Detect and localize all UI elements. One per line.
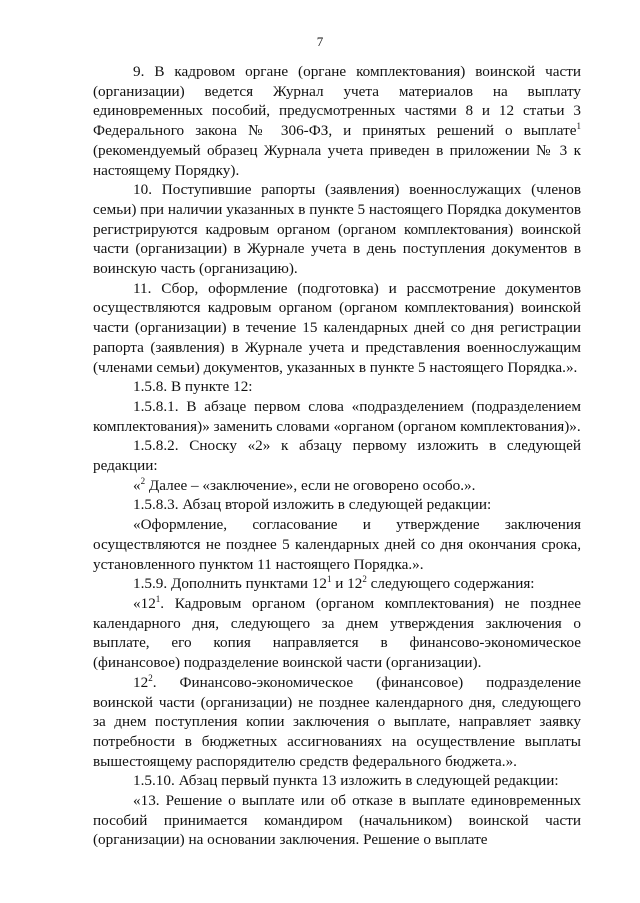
footnote-ref: 2 <box>148 672 153 683</box>
paragraph-1-5-8: 1.5.8. В пункте 12: <box>133 378 253 396</box>
paragraph-1-5-8-1: 1.5.8.1. В абзаце первом слова «подразделением (подразделением комплектования)» заменить словами «органом (органом комплектования)». <box>93 397 581 435</box>
footnote-ref: 2 <box>362 574 367 585</box>
paragraph-10: 10. Поступившие рапорты (заявления) военнослужащих (членов семьи) при наличии указанных в пункте 5 настоящего Порядка документов регистрируются кадровым органом (органом комплектования) воинской части (организации) в Журнале учета в день поступления документов в воинскую часть (организацию). <box>93 181 581 278</box>
paragraph-12-2: $12^2$. Финансово-экономическое (финансовое) подразделение воинской части (организации) не позднее календарного дня, следующего за днем поступления копии заключения о выплате, направляет заявку потребности в бюджетных ассигнованиях на осуществление выплаты вышестоящему распорядителю средств федерального бюджета.». <box>93 672 581 770</box>
paragraph-1-5-10: 1.5.10. Абзац первый пункта 13 изложить в следующей редакции: <box>133 772 559 790</box>
footnote-quote: «$^2$ Далее – «заключение», если не оговорено особо.». <box>133 475 476 494</box>
footnote-ref: 1 <box>155 593 161 604</box>
paragraph-13: «13. Решение о выплате или об отказе в выплате единовременных пособий принимается командиром (начальником) воинской части (организации) на основании заключения. Решение о выплате <box>93 792 581 849</box>
footnote-ref: 1 <box>576 121 581 132</box>
document-body <box>93 62 581 850</box>
paragraph-quote-formalization: «Оформление, согласование и утверждение заключения осуществляются не позднее 5 календарных дней со дня окончания срока, установленного пунктом 11 настоящего Порядка.». <box>93 516 581 573</box>
paragraph-1-5-9: 1.5.9. Дополнить пунктами $12^1$ и $12^2$ следующего содержания: <box>133 574 535 593</box>
paragraph-1-5-8-2: 1.5.8.2. Сноску «2» к абзацу первому изложить в следующей редакции: <box>93 437 581 475</box>
paragraph-11: 11. Сбор, оформление (подготовка) и рассмотрение документов осуществляются кадровым органом (органом комплектования) воинской части (организации) в течение 15 календарных дней со дня регистрации рапорта (заявления) в Журнале учета и представления военнослужащим (членами семьи) документов, указанных в пункте 5 настоящего Порядка.». <box>93 279 581 376</box>
paragraph-9: 9. В кадровом органе (органе комплектования) воинской части (организации) ведется Журнал учета материалов на выплату единовременных пособий, предусмотренных частями 8 и 12 статьи 3 Федерального закона № 306-ФЗ, и принятых решений о выплате$^1$ (рекомендуемый образец Журнала учета приведен в приложении № 3 к настоящему Порядку). <box>93 63 581 179</box>
footnote-ref: 1 <box>326 574 332 585</box>
paragraph-1-5-8-3: 1.5.8.3. Абзац второй изложить в следующей редакции: <box>133 496 492 514</box>
paragraph-12-1: «$12^1$. Кадровым органом (органом комплектования) не позднее календарного дня, следующего за днем утверждения заключения о выплате, его копия направляется в финансово-экономическое (финансовое) подразделение воинской части (организации). <box>93 593 581 672</box>
page-number: 7 <box>316 34 324 49</box>
footnote-ref: 2 <box>140 475 146 486</box>
